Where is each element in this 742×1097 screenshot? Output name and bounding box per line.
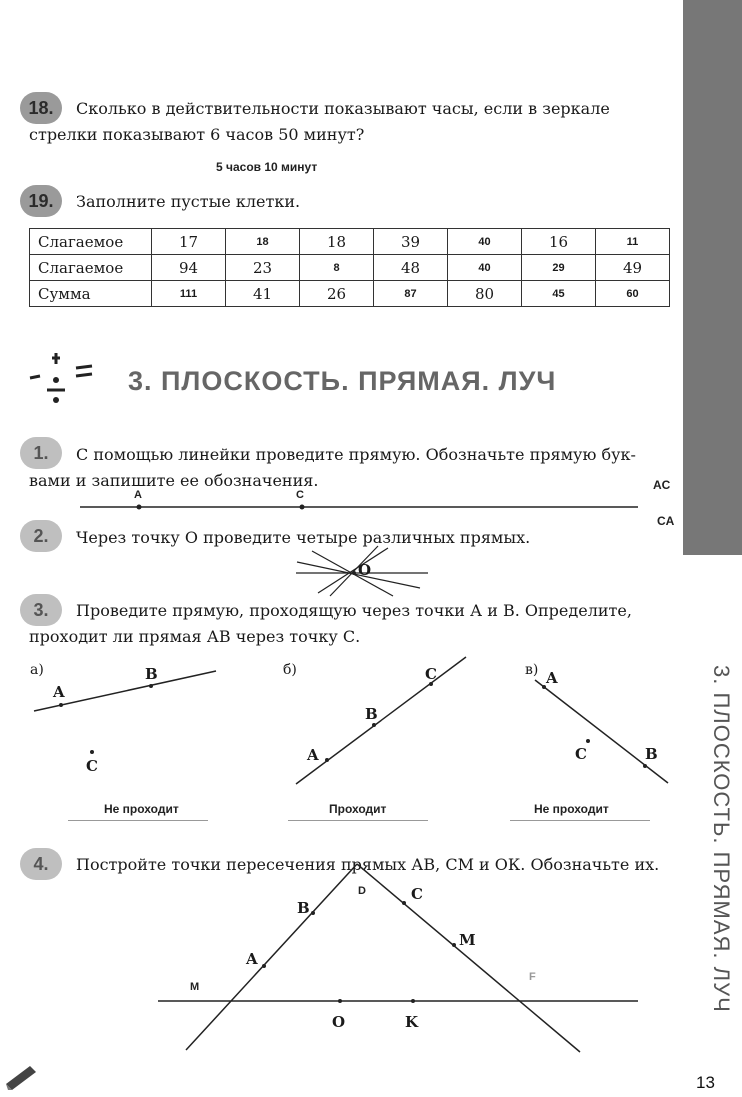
section-title: 3. ПЛОСКОСТЬ. ПРЯМАЯ. ЛУЧ xyxy=(128,366,557,396)
vertical-section-title: 3. ПЛОСКОСТЬ. ПРЯМАЯ. ЛУЧ xyxy=(709,665,734,1013)
part-b-answer: Проходит xyxy=(329,802,387,816)
task-3-text-line1: Проведите прямую, проходящую через точки А и В. Определите, xyxy=(76,601,632,620)
task-18-number: 18. xyxy=(20,92,62,124)
part-v-point-b xyxy=(643,764,647,768)
row-label: Сумма xyxy=(30,281,152,307)
table-cell: 49 xyxy=(596,255,670,281)
task-1-label-a: A xyxy=(134,489,142,501)
task-19-text: Заполните пустые клетки. xyxy=(76,192,301,211)
task-4-number: 4. xyxy=(20,848,62,880)
task-4-point-o xyxy=(338,999,342,1003)
part-v-answer: Не проходит xyxy=(534,802,609,816)
table-cell: 45 xyxy=(522,281,596,307)
table-cell: 11 xyxy=(596,229,670,255)
task-4-point-m xyxy=(452,943,456,947)
part-v-label: в) xyxy=(525,662,539,678)
table-cell: 40 xyxy=(448,229,522,255)
row-label: Слагаемое xyxy=(30,229,152,255)
task-2-text: Через точку О проведите четыре различных прямых. xyxy=(76,528,531,547)
part-a-point-b xyxy=(149,684,153,688)
page-number: 13 xyxy=(696,1073,715,1092)
table-cell: 29 xyxy=(522,255,596,281)
task-4-label-m-handwritten: M xyxy=(190,981,200,993)
publisher-logo-icon xyxy=(4,1062,38,1092)
task-4-label-c: C xyxy=(411,885,423,903)
task-4-point-c xyxy=(402,901,406,905)
task-4-label-a: A xyxy=(246,950,258,968)
part-a-label-c: C xyxy=(86,757,98,775)
table-cell: 87 xyxy=(374,281,448,307)
task-4-label-m: M xyxy=(459,931,476,949)
task-2-number: 2. xyxy=(20,520,62,552)
table-cell: 23 xyxy=(226,255,300,281)
task-4-line-cm xyxy=(357,864,580,1052)
task-4-point-k xyxy=(411,999,415,1003)
table-cell: 41 xyxy=(226,281,300,307)
table-cell: 80 xyxy=(448,281,522,307)
table-cell: 48 xyxy=(374,255,448,281)
part-b-line-ab xyxy=(296,657,466,784)
task-4-point-b xyxy=(311,911,315,915)
part-b-label: б) xyxy=(283,662,297,678)
part-a-label-b: B xyxy=(145,665,158,683)
part-a-label: а) xyxy=(30,662,44,678)
table-cell: 16 xyxy=(522,229,596,255)
table-cell: 111 xyxy=(152,281,226,307)
table-cell: 40 xyxy=(448,255,522,281)
table-cell: 60 xyxy=(596,281,670,307)
task-19-number: 19. xyxy=(20,185,62,217)
table-cell: 26 xyxy=(300,281,374,307)
part-b-label-c: C xyxy=(425,665,437,683)
task-3-text-line2: проходит ли прямая АВ через точку С. xyxy=(29,627,361,646)
table-cell: 39 xyxy=(374,229,448,255)
part-b-label-b: B xyxy=(365,705,378,723)
task-4-label-b: B xyxy=(297,899,310,917)
part-v-line-ab xyxy=(535,680,668,783)
task-1-answer-ac: AC xyxy=(653,478,671,492)
part-b-label-a: A xyxy=(307,746,319,764)
table-cell: 18 xyxy=(226,229,300,255)
part-v-point-c xyxy=(586,739,590,743)
part-v-label-a: A xyxy=(546,669,558,687)
part-v-label-b: B xyxy=(645,745,658,763)
task-2-label-o: O xyxy=(358,561,372,579)
table-cell: 94 xyxy=(152,255,226,281)
task-18-text-line1: Сколько в действительности показывают часы, если в зеркале xyxy=(76,99,610,118)
part-a-point-a xyxy=(59,703,63,707)
part-v-label-c: C xyxy=(575,745,587,763)
task-1-number: 1. xyxy=(20,437,62,469)
task-1-point-a xyxy=(137,505,142,510)
task-4-label-o: O xyxy=(332,1013,346,1031)
task-1-point-c xyxy=(300,505,305,510)
task-3-number: 3. xyxy=(20,594,62,626)
table-cell: 18 xyxy=(300,229,374,255)
task-4-label-d: D xyxy=(358,885,366,897)
task-4-label-k: K xyxy=(405,1013,419,1031)
table-cell: 17 xyxy=(152,229,226,255)
task-1-label-c: C xyxy=(296,489,304,501)
part-a-label-a: A xyxy=(53,683,65,701)
task-1-text-line2: вами и запишите ее обозначения. xyxy=(29,471,319,490)
task-4-label-f: F xyxy=(529,971,536,983)
part-a-point-c xyxy=(90,750,94,754)
task-18-text-line2: стрелки показывают 6 часов 50 минут? xyxy=(29,125,365,144)
task-18-answer: 5 часов 10 минут xyxy=(216,160,318,174)
table-cell: 8 xyxy=(300,255,374,281)
task-4-text: Постройте точки пересечения прямых АВ, СМ и ОК. Обозначьте их. xyxy=(76,855,660,874)
task-2-point-o xyxy=(352,571,356,575)
part-b-point-b xyxy=(372,723,376,727)
part-a-answer: Не проходит xyxy=(104,802,179,816)
row-label: Слагаемое xyxy=(30,255,152,281)
task-1-answer-ca: CA xyxy=(657,514,675,528)
task-4-point-a xyxy=(262,964,266,968)
part-b-point-a xyxy=(325,758,329,762)
task-1-text-line1: С помощью линейки проведите прямую. Обозначьте прямую бук- xyxy=(76,445,636,464)
